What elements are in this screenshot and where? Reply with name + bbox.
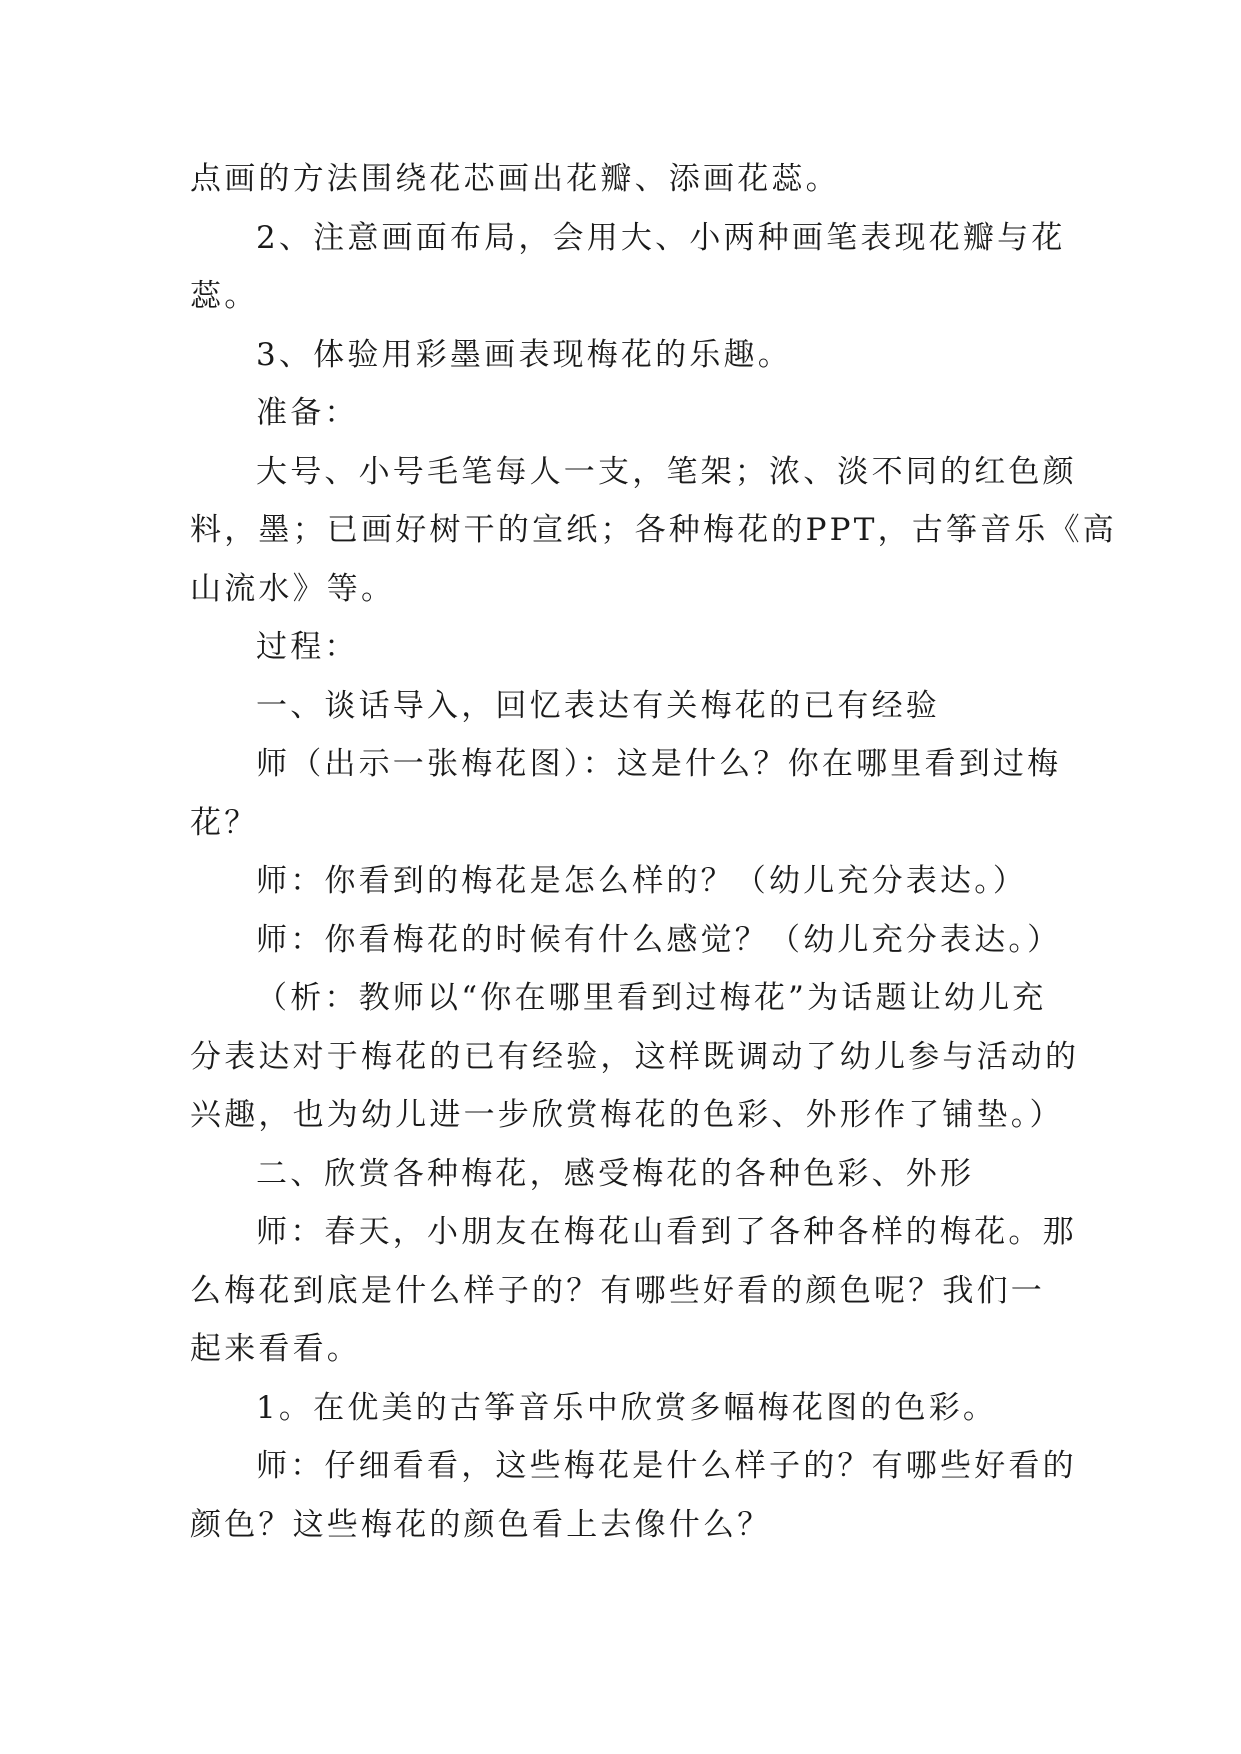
text-line: 分表达对于梅花的已有经验，这样既调动了幼儿参与活动的	[190, 1038, 1080, 1075]
text-line: 2、注意画面布局，会用大、小两种画笔表现花瓣与花	[256, 219, 1066, 256]
text-line: 么梅花到底是什么样子的？有哪些好看的颜色呢？我们一	[190, 1272, 1045, 1309]
text-line: 师：你看梅花的时候有什么感觉？（幼儿充分表达。）	[256, 921, 1062, 958]
text-line: 料，墨；已画好树干的宣纸；各种梅花的PPT，古筝音乐《高	[190, 512, 1117, 548]
text-line: 师：仔细看看，这些梅花是什么样子的？有哪些好看的	[256, 1448, 1077, 1484]
section-heading: 过程：	[256, 629, 359, 665]
text-line: 师：春天，小朋友在梅花山看到了各种各样的梅花。那	[256, 1214, 1077, 1250]
text-line: 山流水》等。	[190, 570, 396, 607]
text-line: 颜色？这些梅花的颜色看上去像什么？	[190, 1506, 772, 1543]
text-line: 二、欣赏各种梅花，感受梅花的各种色彩、外形	[256, 1155, 975, 1192]
document-page	[190, 150, 1117, 1554]
text-line: （析：教师以“你在哪里看到过梅花”为话题让幼儿充	[256, 980, 1047, 1016]
text-line: 师（出示一张梅花图）：这是什么？你在哪里看到过梅	[256, 746, 1062, 782]
text-line: 1。在优美的古筝音乐中欣赏多幅梅花图的色彩。	[256, 1389, 998, 1426]
text-line: 蕊。	[190, 278, 259, 314]
text-line: 大号、小号毛笔每人一支，笔架；浓、淡不同的红色颜	[256, 453, 1077, 490]
text-line: 起来看看。	[190, 1331, 361, 1367]
text-line: 兴趣，也为幼儿进一步欣赏梅花的色彩、外形作了铺垫。）	[190, 1097, 1064, 1133]
text-line: 一、谈话导入，回忆表达有关梅花的已有经验	[256, 687, 940, 724]
text-line: 3、体验用彩墨画表现梅花的乐趣。	[256, 336, 792, 373]
text-line: 点画的方法围绕花芯画出花瓣、添画花蕊。	[190, 161, 840, 197]
text-line: 师：你看到的梅花是怎么样的？（幼儿充分表达。）	[256, 863, 1028, 899]
section-heading: 准备：	[256, 395, 359, 431]
text-line: 花？	[190, 804, 259, 841]
